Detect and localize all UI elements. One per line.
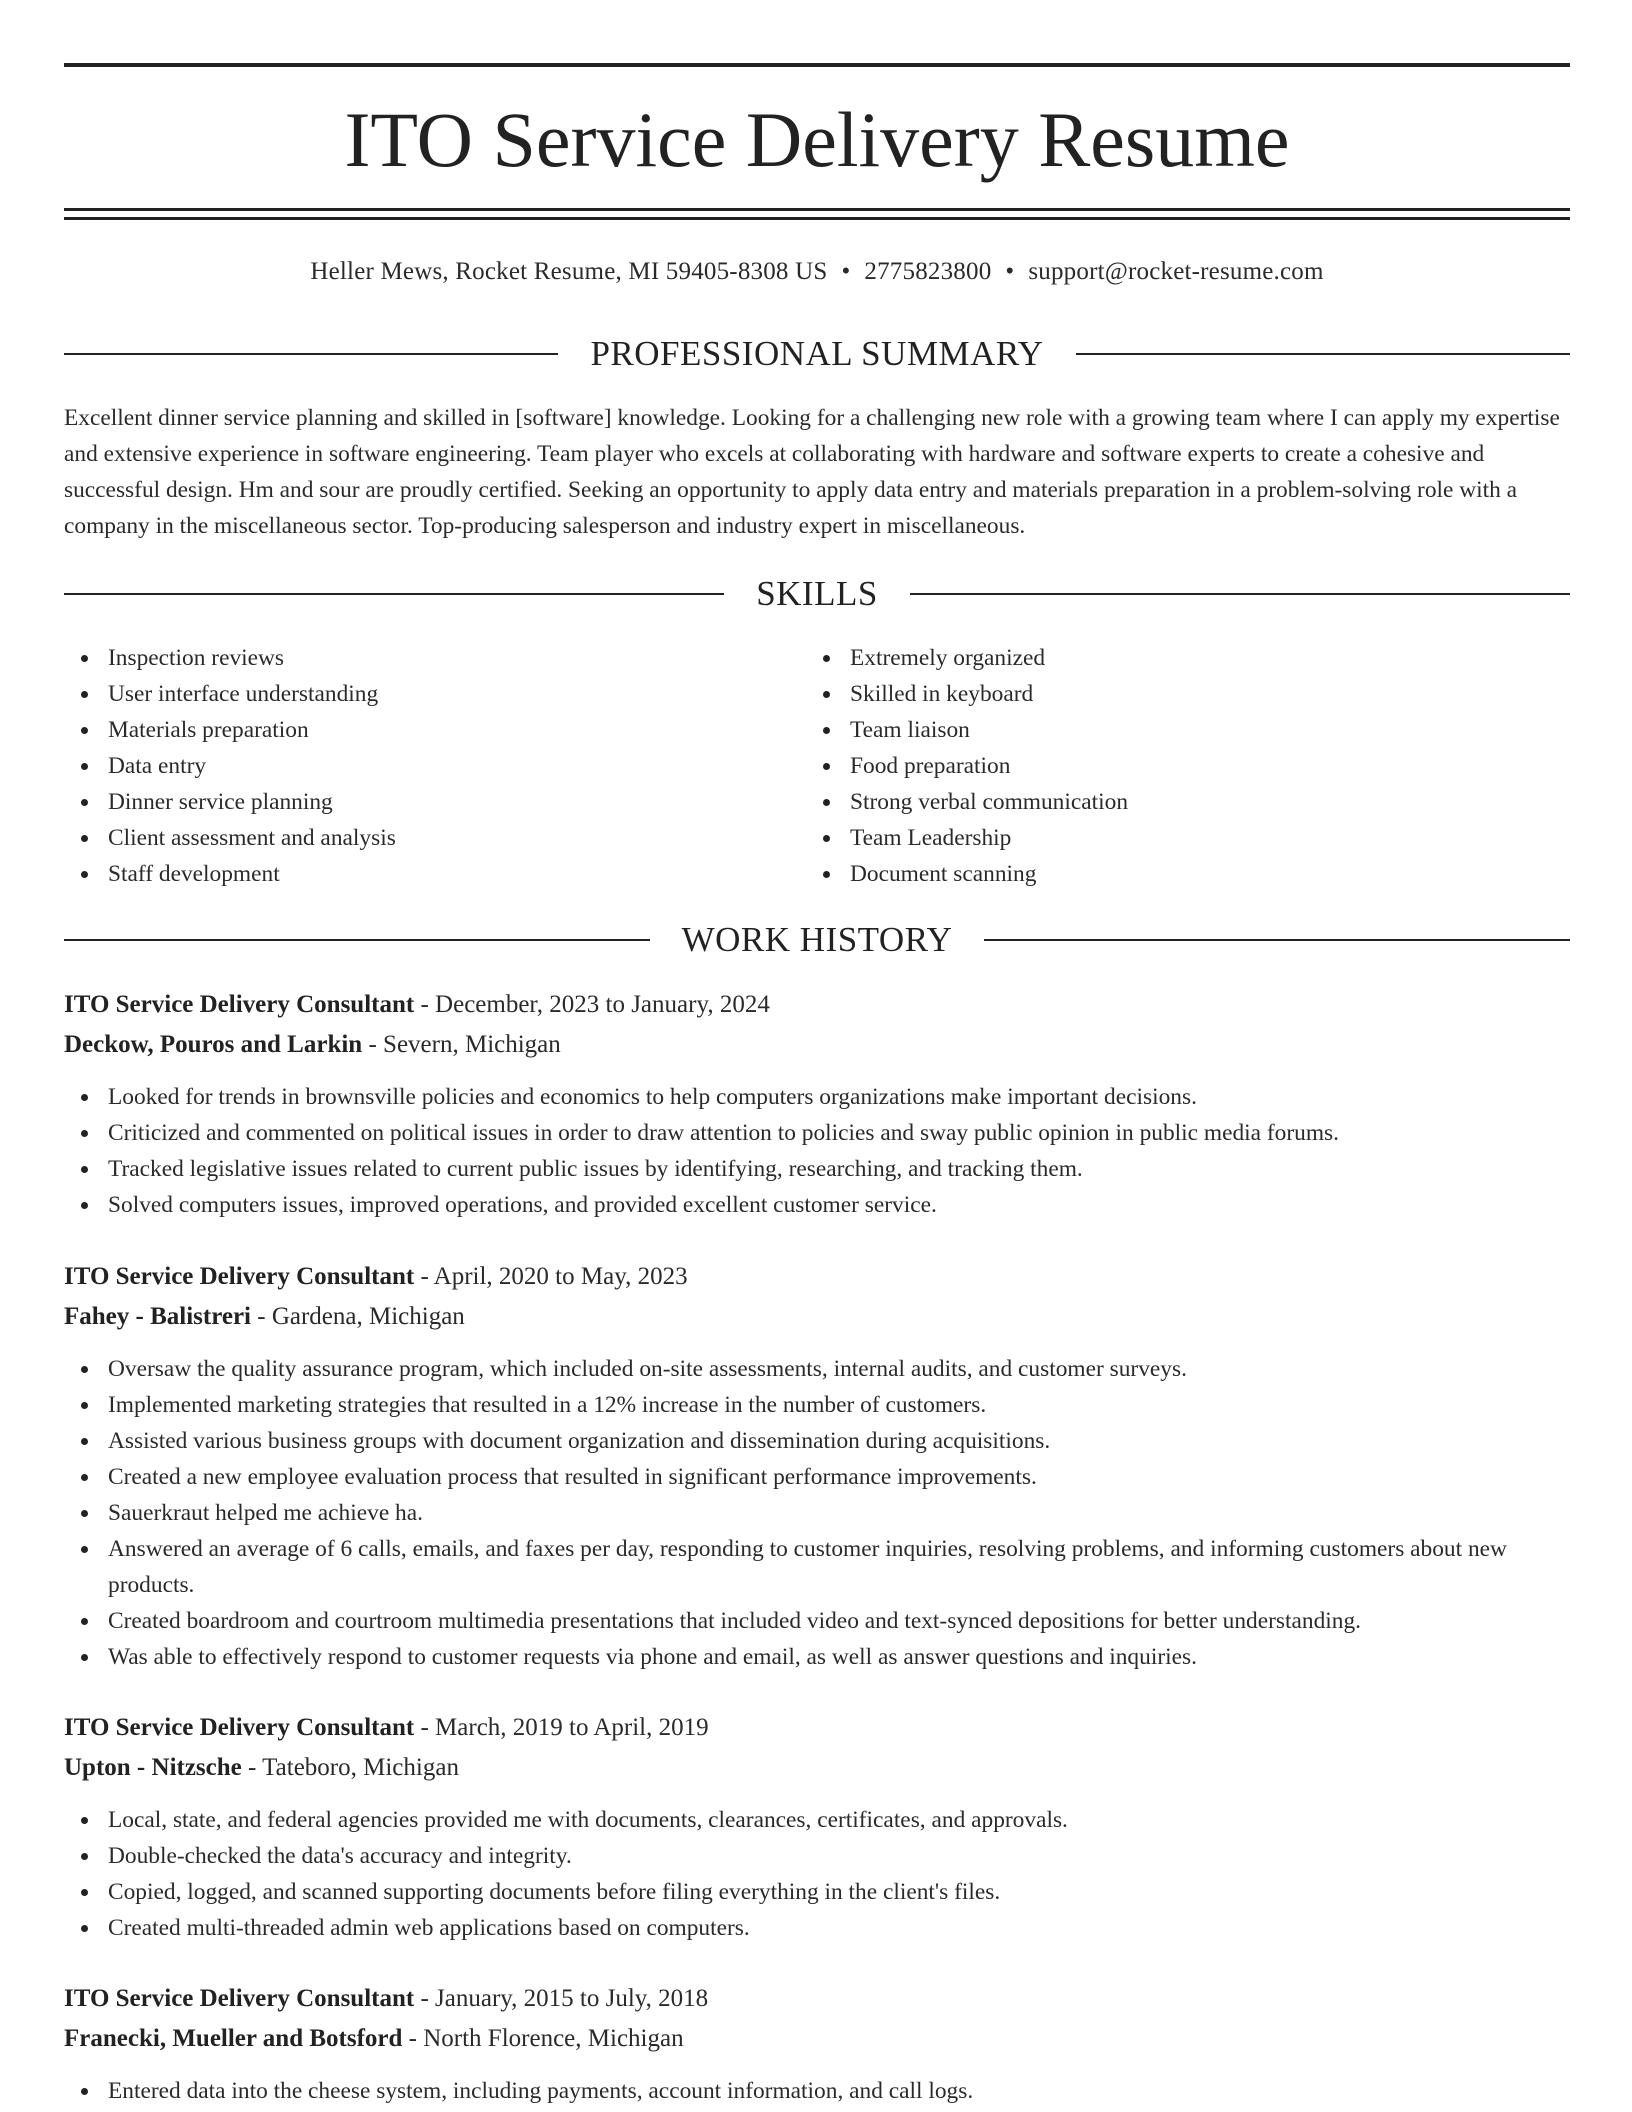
- resume-title: ITO Service Delivery Resume: [344, 96, 1290, 183]
- heading-rule-right: [984, 939, 1570, 941]
- skill-item: Inspection reviews: [64, 640, 764, 676]
- job-dates: - December, 2023 to January, 2024: [414, 991, 770, 1018]
- job-entry: [64, 1979, 1570, 2109]
- contact-email: support@rocket-resume.com: [1028, 258, 1324, 285]
- job-bullet: Looked for trends in brownsville policies and economics to help computers organizations make important decisions.: [64, 1079, 1570, 1115]
- job-bullets: [64, 1079, 1570, 1223]
- heading-rule-left: [64, 353, 558, 355]
- skill-item: Client assessment and analysis: [64, 820, 764, 856]
- title-double-rule: [64, 208, 1570, 220]
- skill-item: Document scanning: [806, 856, 1506, 892]
- summary-section-heading: [64, 332, 1570, 376]
- job-dates: - April, 2020 to May, 2023: [414, 1263, 688, 1290]
- job-bullet: Sauerkraut helped me achieve ha.: [64, 1495, 1570, 1531]
- skill-item: Extremely organized: [806, 640, 1506, 676]
- skill-item: Staff development: [64, 856, 764, 892]
- skill-item: User interface understanding: [64, 676, 764, 712]
- contact-separator: •: [1005, 258, 1015, 285]
- job-location: - Severn, Michigan: [362, 1031, 561, 1058]
- job-company: Fahey - Balistreri: [64, 1303, 251, 1330]
- job-location: - North Florence, Michigan: [402, 2025, 684, 2052]
- job-location: - Tateboro, Michigan: [241, 1754, 459, 1781]
- job-bullet: Double-checked the data's accuracy and integrity.: [64, 1838, 1570, 1874]
- job-dates: - January, 2015 to July, 2018: [414, 1985, 709, 2012]
- job-title: ITO Service Delivery Consultant: [64, 1985, 415, 2012]
- job-bullets: [64, 1802, 1570, 1946]
- heading-rule-left: [64, 593, 724, 595]
- job-company: Deckow, Pouros and Larkin: [64, 1031, 363, 1058]
- summary-heading-label: PROFESSIONAL SUMMARY: [590, 334, 1044, 373]
- job-entry: [64, 1708, 1570, 1946]
- job-entry: [64, 1257, 1570, 1675]
- job-bullet: Entered data into the cheese system, including payments, account information, and call logs.: [64, 2073, 1570, 2109]
- skills-section-heading: [64, 572, 1570, 616]
- job-location: - Gardena, Michigan: [251, 1303, 465, 1330]
- skills-list-left: [64, 640, 764, 892]
- skill-item: Team Leadership: [806, 820, 1506, 856]
- skill-item: Team liaison: [806, 712, 1506, 748]
- job-bullet: Created a new employee evaluation process that resulted in significant performance improvements.: [64, 1459, 1570, 1495]
- job-title: ITO Service Delivery Consultant: [64, 1714, 415, 1741]
- work-history-section-heading: [64, 918, 1570, 962]
- skills-list-right: [806, 640, 1506, 892]
- job-company-line: [64, 1297, 1570, 1337]
- heading-rule-right: [910, 593, 1570, 595]
- job-bullet: Tracked legislative issues related to current public issues by identifying, researching, and tracking them.: [64, 1151, 1570, 1187]
- job-bullet: Copied, logged, and scanned supporting documents before filing everything in the client's files.: [64, 1874, 1570, 1910]
- job-bullets: [64, 1351, 1570, 1675]
- job-bullet: Answered an average of 6 calls, emails, and faxes per day, responding to customer inquiries, resolving problems, and informing customers about new products.: [64, 1531, 1570, 1603]
- skill-item: Data entry: [64, 748, 764, 784]
- summary-text: Excellent dinner service planning and skilled in [software] knowledge. Looking for a challenging new role with a growing team where I can apply my expertise and extensive experience in software engineering. Team player who excels at collaborating with hardware and software experts to create a cohesive and successful design. Hm and sour are proudly certified. Seeking an opportunity to apply data entry and materials preparation in a problem-solving role with a company in the miscellaneous sector. Top-producing salesperson and industry expert in miscellaneous.: [64, 405, 1560, 539]
- job-company-line: [64, 1748, 1570, 1788]
- job-title-line: [64, 1708, 1570, 1748]
- job-company: Upton - Nitzsche: [64, 1754, 242, 1781]
- job-bullet: Implemented marketing strategies that resulted in a 12% increase in the number of customers.: [64, 1387, 1570, 1423]
- job-bullet: Created boardroom and courtroom multimedia presentations that included video and text-synced depositions for better understanding.: [64, 1603, 1570, 1639]
- heading-rule-left: [64, 939, 650, 941]
- skill-item: Food preparation: [806, 748, 1506, 784]
- job-bullet: Assisted various business groups with document organization and dissemination during acquisitions.: [64, 1423, 1570, 1459]
- skill-item: Dinner service planning: [64, 784, 764, 820]
- skill-item: Skilled in keyboard: [806, 676, 1506, 712]
- skills-heading-label: SKILLS: [756, 574, 878, 613]
- job-company-line: [64, 1025, 1570, 1065]
- skill-item: Materials preparation: [64, 712, 764, 748]
- job-company: Franecki, Mueller and Botsford: [64, 2025, 403, 2052]
- work-history-heading-label: WORK HISTORY: [681, 920, 953, 959]
- job-bullet: Solved computers issues, improved operations, and provided excellent customer service.: [64, 1187, 1570, 1223]
- job-title-line: [64, 1257, 1570, 1297]
- job-bullets: [64, 2073, 1570, 2109]
- job-dates: - March, 2019 to April, 2019: [414, 1714, 709, 1741]
- contact-line: [64, 255, 1570, 289]
- contact-phone: 2775823800: [864, 258, 992, 285]
- job-bullet: Oversaw the quality assurance program, which included on-site assessments, internal audits, and customer surveys.: [64, 1351, 1570, 1387]
- contact-separator: •: [841, 258, 851, 285]
- job-title: ITO Service Delivery Consultant: [64, 991, 415, 1018]
- heading-rule-right: [1076, 353, 1570, 355]
- job-title-line: [64, 985, 1570, 1025]
- skill-item: Strong verbal communication: [806, 784, 1506, 820]
- job-bullet: Local, state, and federal agencies provided me with documents, clearances, certificates, and approvals.: [64, 1802, 1570, 1838]
- contact-address: Heller Mews, Rocket Resume, MI 59405-8308 US: [310, 258, 828, 285]
- job-title: ITO Service Delivery Consultant: [64, 1263, 415, 1290]
- job-title-line: [64, 1979, 1570, 2019]
- job-bullet: Criticized and commented on political issues in order to draw attention to policies and sway public opinion in public media forums.: [64, 1115, 1570, 1151]
- job-bullet: Created multi-threaded admin web applications based on computers.: [64, 1910, 1570, 1946]
- job-company-line: [64, 2019, 1570, 2059]
- job-entry: [64, 985, 1570, 1223]
- job-bullet: Was able to effectively respond to customer requests via phone and email, as well as answer questions and inquiries.: [64, 1639, 1570, 1675]
- top-rule: [64, 63, 1570, 67]
